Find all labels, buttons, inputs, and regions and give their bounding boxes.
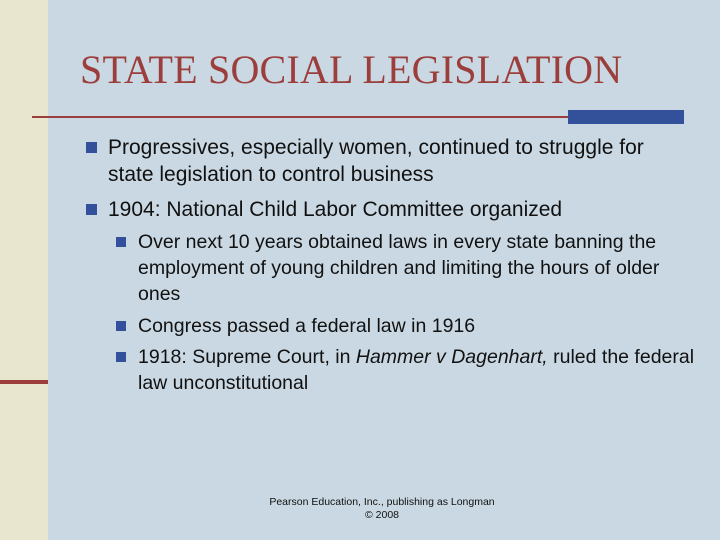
left-accent-line xyxy=(0,380,48,384)
slide-footer xyxy=(232,496,532,522)
subbullet-text: Congress passed a federal law in 1916 xyxy=(138,315,476,337)
subbullet-text: Over next 10 years obtained laws in every state banning the employment of young children and limiting the hours of older ones xyxy=(138,231,660,305)
title-rule-line xyxy=(32,116,572,118)
subbullet-item xyxy=(116,344,696,396)
case-name: Hammer v Dagenhart, xyxy=(355,346,548,368)
slide-title: STATE SOCIAL LEGISLATION xyxy=(80,47,623,92)
bullet-item xyxy=(86,134,666,188)
footer-publisher: Pearson Education, Inc., publishing as Longman xyxy=(269,496,495,508)
subbullet-text-pre: 1918: Supreme Court, in xyxy=(138,346,356,368)
subbullet-text xyxy=(138,344,696,396)
subbullet-text-post: ruled the federal law unconstitutional xyxy=(138,346,695,394)
title-rule-accent xyxy=(568,110,684,124)
square-bullet-icon xyxy=(116,237,126,247)
square-bullet-icon xyxy=(86,204,97,215)
square-bullet-icon xyxy=(86,142,97,153)
footer-copyright: © 2008 xyxy=(364,509,399,521)
subbullet-item xyxy=(116,229,676,307)
left-decorative-band xyxy=(0,0,48,540)
bullet-text: 1904: National Child Labor Committee organized xyxy=(108,198,563,221)
square-bullet-icon xyxy=(116,352,126,362)
square-bullet-icon xyxy=(116,321,126,331)
bullet-item xyxy=(86,196,666,223)
subbullet-item xyxy=(116,313,696,339)
bullet-text: Progressives, especially women, continued to struggle for state legislation to control business xyxy=(108,136,644,186)
